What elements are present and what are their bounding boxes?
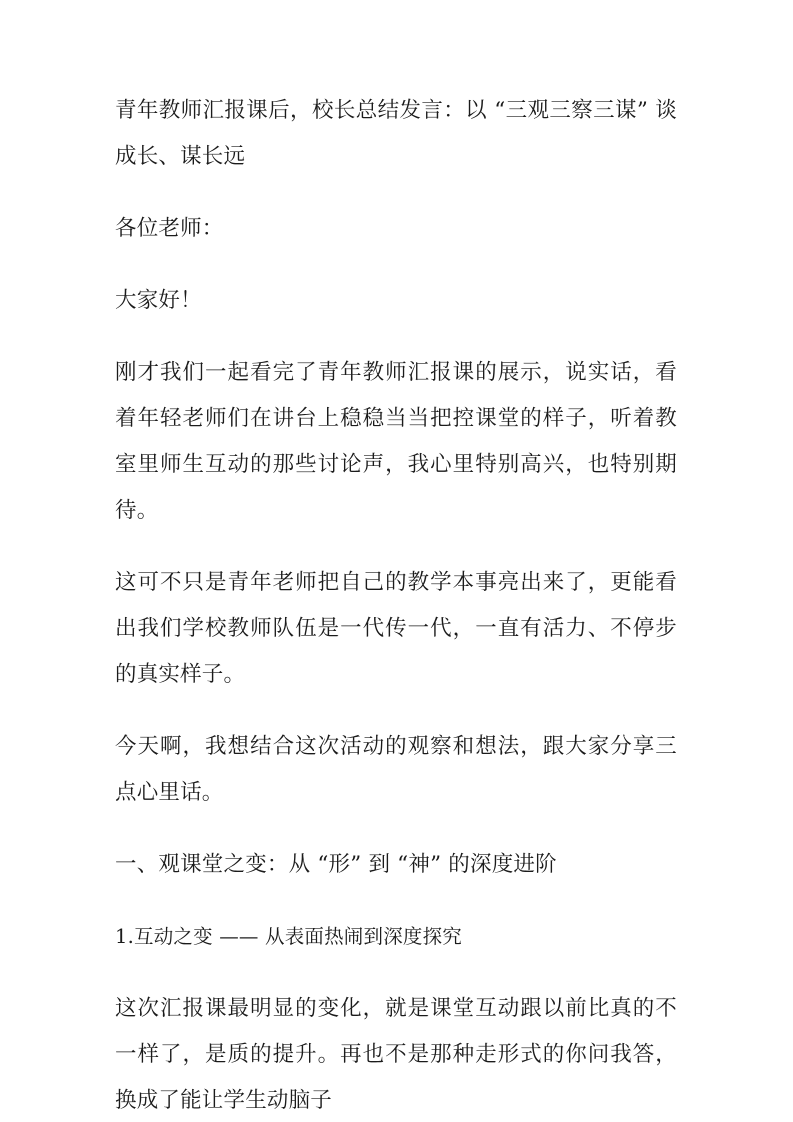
body-paragraph-1: 刚才我们一起看完了青年教师汇报课的展示，说实话，看着年轻老师们在讲台上稳稳当当把控课堂的样子，听着教室里师生互动的那些讨论声，我心里特别高兴，也特别期待。: [115, 360, 677, 523]
section-heading-1: 一、观课堂之变：从 “形” 到 “神” 的深度进阶: [115, 852, 557, 877]
greeting-line: 大家好！: [115, 288, 202, 313]
section-subheading-1: 1.互动之变 —— 从表面热闹到深度探究: [115, 925, 463, 948]
document-text-column: [115, 88, 677, 1122]
body-paragraph-4: 这次汇报课最明显的变化，就是课堂互动跟以前比真的不一样了，是质的提升。再也不是那种走形式的你问我答，换成了能让学生动脑子: [115, 996, 677, 1113]
salutation-line: 各位老师：: [115, 216, 224, 241]
body-paragraph-2: 这可不只是青年老师把自己的教学本事亮出来了，更能看出我们学校教师队伍是一代传一代，一直有活力、不停步的真实样子。: [115, 570, 677, 687]
body-paragraph-3: 今天啊，我想结合这次活动的观察和想法，跟大家分享三点心里话。: [115, 734, 677, 805]
document-title: 青年教师汇报课后，校长总结发言：以 “三观三察三谋” 谈成长、谋长远: [115, 98, 677, 169]
